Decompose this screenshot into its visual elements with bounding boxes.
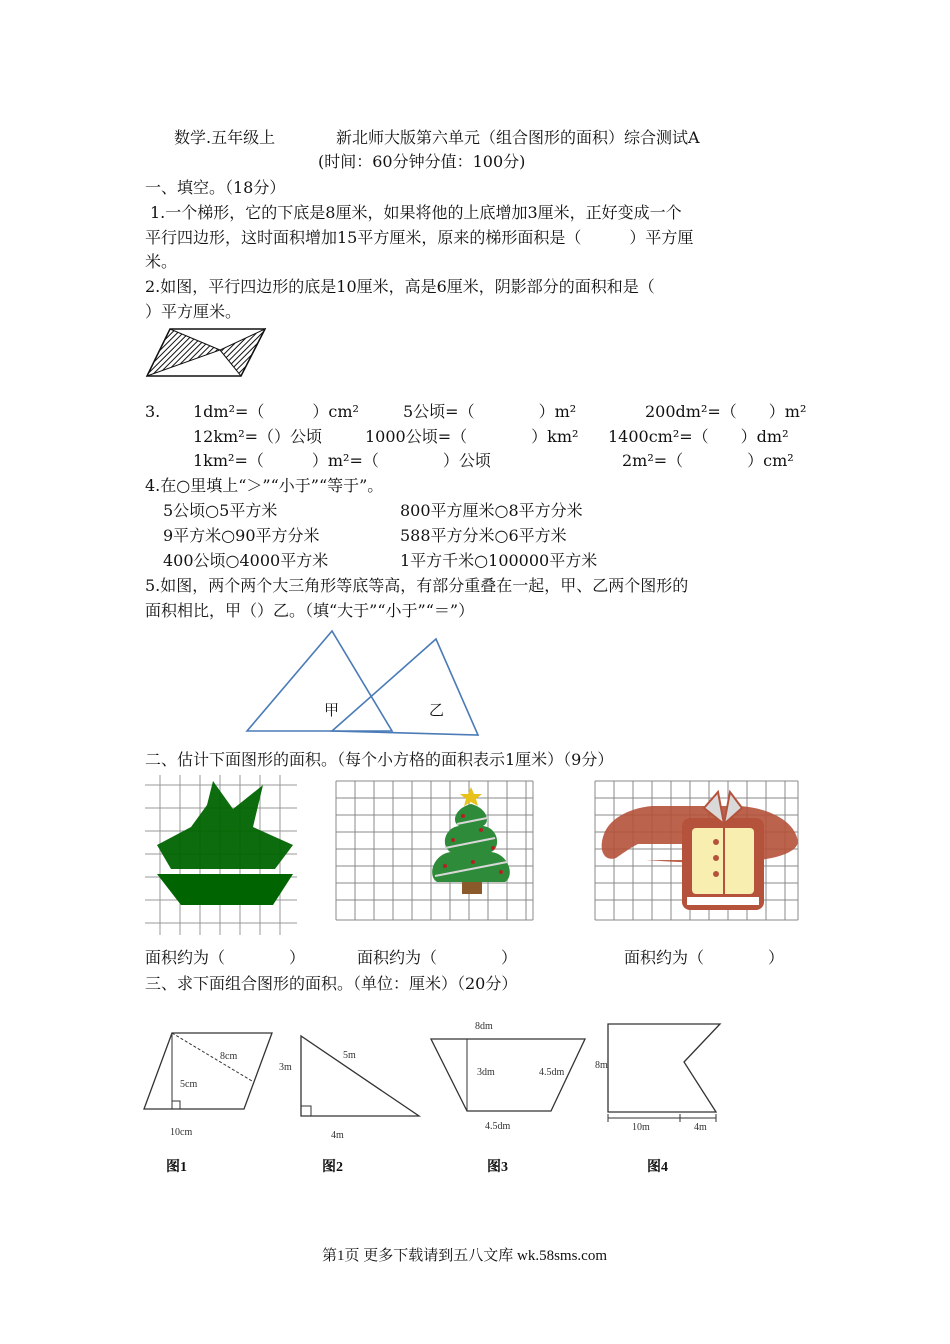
q3-r2-b: 1000公顷=（ ）km² bbox=[365, 427, 579, 446]
fig2-label-3m: 3m bbox=[279, 1062, 292, 1073]
q1-line3: 米。 bbox=[145, 252, 178, 271]
section3-heading: 三、求下面组合图形的面积。（单位：厘米）（20分） bbox=[145, 974, 518, 993]
fig3-label-4.5dm-bottom: 4.5dm bbox=[485, 1121, 511, 1132]
figure-1-parallelogram bbox=[140, 1025, 280, 1145]
fig4-label-4m: 4m bbox=[694, 1122, 707, 1133]
page-footer: 第1页 更多下载请到五八文库 wk.58sms.com bbox=[322, 1248, 608, 1264]
fig3-label-3dm: 3dm bbox=[477, 1067, 495, 1078]
q4-item: 400公顷○4000平方米 bbox=[163, 551, 329, 570]
q2-line2: ）平方厘米。 bbox=[145, 302, 242, 321]
label-yi: 乙 bbox=[429, 701, 445, 719]
label-jia: 甲 bbox=[324, 701, 340, 719]
q4-item: 1平方千米○100000平方米 bbox=[400, 551, 598, 570]
grid-figure-green-shape bbox=[145, 775, 297, 935]
q3-r1-c: 200dm²=（ ）m² bbox=[645, 402, 807, 421]
figure-4-composite bbox=[592, 1018, 727, 1136]
q3-r1-a: 1dm²=（ ）cm² bbox=[193, 402, 359, 421]
fig2-label-4m: 4m bbox=[331, 1130, 344, 1141]
q5-line2: 面积相比，甲（）乙。（填“大于”“小于”“＝”） bbox=[145, 601, 475, 620]
q4-item: 800平方厘米○8平方分米 bbox=[400, 501, 583, 520]
q3-r2-c: 1400cm²=（ ）dm² bbox=[608, 427, 789, 446]
figure-2-triangle bbox=[275, 1030, 425, 1145]
q3-number: 3. bbox=[145, 402, 161, 421]
q1-line2: 平行四边形，这时面积增加15平方厘米，原来的梯形面积是（ ）平方厘 bbox=[145, 228, 694, 247]
tree-trunk bbox=[462, 882, 482, 894]
parallelogram-figure bbox=[144, 326, 268, 380]
q3-r2-a: 12km²=（）公顷 bbox=[193, 427, 323, 446]
fig3-caption: 图3 bbox=[487, 1160, 508, 1175]
estimate-answer-1: 面积约为（ ） bbox=[145, 948, 306, 967]
estimate-answer-2: 面积约为（ ） bbox=[357, 948, 518, 967]
fig1-label-10cm: 10cm bbox=[170, 1127, 193, 1138]
green-shape-top bbox=[157, 781, 293, 869]
fig1-label-8cm: 8cm bbox=[220, 1051, 238, 1062]
overlapping-triangles-figure bbox=[240, 625, 485, 740]
title-left: 数学.五年级上 bbox=[174, 128, 276, 147]
subtitle: (时间：60分钟分值：100分) bbox=[318, 152, 526, 171]
fig1-caption: 图1 bbox=[166, 1160, 187, 1175]
fig2-label-5m: 5m bbox=[343, 1050, 356, 1061]
title-right: 新北师大版第六单元（组合图形的面积）综合测试A bbox=[336, 128, 700, 147]
fig4-label-8m: 8m bbox=[595, 1060, 608, 1071]
q3-r1-b: 5公顷=（ ）m² bbox=[403, 402, 577, 421]
fig3-label-4.5dm-side: 4.5dm bbox=[539, 1067, 565, 1078]
q4-item: 5公顷○5平方米 bbox=[163, 501, 278, 520]
green-shape-bottom bbox=[157, 874, 293, 905]
grid-figure-jacket bbox=[590, 778, 802, 923]
fig3-label-8dm: 8dm bbox=[475, 1021, 493, 1032]
q5-line1: 5.如图，两个两个大三角形等底等高，有部分重叠在一起，甲、乙两个图形的 bbox=[145, 576, 689, 595]
q4-heading: 4.在○里填上“＞”“小于”“等于”。 bbox=[145, 476, 384, 495]
star-icon bbox=[460, 787, 482, 806]
estimate-answer-3: 面积约为（ ） bbox=[624, 948, 785, 967]
fig2-caption: 图2 bbox=[322, 1160, 343, 1175]
fig1-label-5cm: 5cm bbox=[180, 1079, 198, 1090]
fig4-label-10m: 10m bbox=[632, 1122, 650, 1133]
fig4-caption: 图4 bbox=[647, 1160, 668, 1175]
q4-item: 588平方分米○6平方米 bbox=[400, 526, 567, 545]
q3-r3-a: 1km²=（ ）m²=（ ）公顷 bbox=[193, 451, 491, 470]
section2-heading: 二、估计下面图形的面积。（每个小方格的面积表示1厘米）（9分） bbox=[145, 750, 614, 769]
figure-3-trapezoid bbox=[425, 1015, 595, 1137]
q1-line1: 1.一个梯形，它的下底是8厘米，如果将他的上底增加3厘米，正好变成一个 bbox=[150, 203, 682, 222]
grid-figure-christmas-tree bbox=[333, 778, 538, 923]
q3-r3-b: 2m²=（ ）cm² bbox=[622, 451, 794, 470]
q2-line1: 2.如图，平行四边形的底是10厘米，高是6厘米，阴影部分的面积和是（ bbox=[145, 277, 655, 296]
section1-heading: 一、填空。（18分） bbox=[145, 178, 286, 197]
q4-item: 9平方米○90平方分米 bbox=[163, 526, 320, 545]
